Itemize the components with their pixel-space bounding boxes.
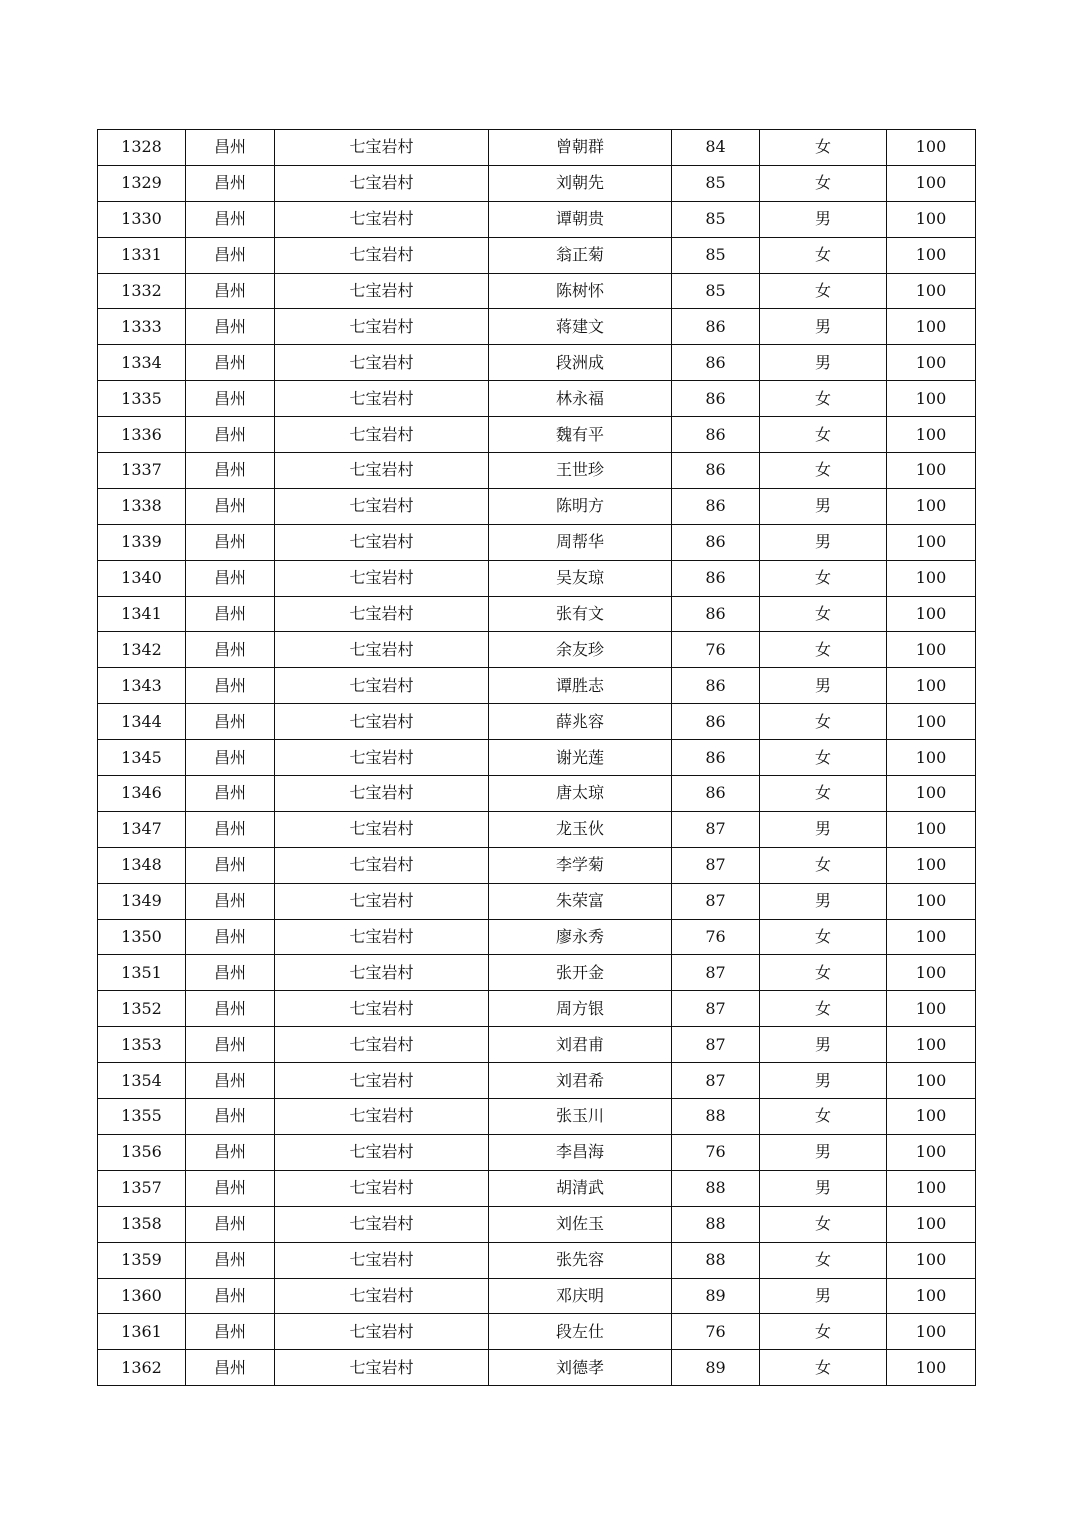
table-row xyxy=(98,632,976,668)
region-cell: 昌州 xyxy=(186,524,275,560)
name-cell: 张玉川 xyxy=(489,1099,672,1135)
region-cell: 昌州 xyxy=(186,596,275,632)
name-cell: 谢光莲 xyxy=(489,740,672,776)
row-number-cell: 1350 xyxy=(98,919,186,955)
gender-cell: 女 xyxy=(760,776,887,812)
region-cell: 昌州 xyxy=(186,1206,275,1242)
gender-cell: 女 xyxy=(760,1206,887,1242)
table-row xyxy=(98,1350,976,1386)
row-number-cell: 1351 xyxy=(98,955,186,991)
age-cell: 86 xyxy=(672,453,760,489)
gender-cell: 女 xyxy=(760,165,887,201)
amount-cell: 100 xyxy=(887,1206,976,1242)
village-cell: 七宝岩村 xyxy=(275,596,489,632)
region-cell: 昌州 xyxy=(186,417,275,453)
table-row xyxy=(98,524,976,560)
amount-cell: 100 xyxy=(887,776,976,812)
village-cell: 七宝岩村 xyxy=(275,847,489,883)
table-row xyxy=(98,991,976,1027)
name-cell: 刘君甫 xyxy=(489,1027,672,1063)
row-number-cell: 1337 xyxy=(98,453,186,489)
amount-cell: 100 xyxy=(887,632,976,668)
age-cell: 88 xyxy=(672,1242,760,1278)
age-cell: 88 xyxy=(672,1206,760,1242)
village-cell: 七宝岩村 xyxy=(275,345,489,381)
amount-cell: 100 xyxy=(887,345,976,381)
village-cell: 七宝岩村 xyxy=(275,1242,489,1278)
village-cell: 七宝岩村 xyxy=(275,1027,489,1063)
region-cell: 昌州 xyxy=(186,1063,275,1099)
region-cell: 昌州 xyxy=(186,1242,275,1278)
table-row xyxy=(98,596,976,632)
gender-cell: 女 xyxy=(760,1099,887,1135)
name-cell: 魏有平 xyxy=(489,417,672,453)
gender-cell: 女 xyxy=(760,417,887,453)
village-cell: 七宝岩村 xyxy=(275,1278,489,1314)
amount-cell: 100 xyxy=(887,165,976,201)
gender-cell: 女 xyxy=(760,453,887,489)
village-cell: 七宝岩村 xyxy=(275,201,489,237)
age-cell: 87 xyxy=(672,847,760,883)
table-row xyxy=(98,345,976,381)
amount-cell: 100 xyxy=(887,309,976,345)
row-number-cell: 1339 xyxy=(98,524,186,560)
row-number-cell: 1354 xyxy=(98,1063,186,1099)
amount-cell: 100 xyxy=(887,488,976,524)
gender-cell: 女 xyxy=(760,632,887,668)
age-cell: 86 xyxy=(672,345,760,381)
name-cell: 周方银 xyxy=(489,991,672,1027)
age-cell: 87 xyxy=(672,811,760,847)
age-cell: 86 xyxy=(672,740,760,776)
region-cell: 昌州 xyxy=(186,381,275,417)
name-cell: 朱荣富 xyxy=(489,883,672,919)
age-cell: 85 xyxy=(672,273,760,309)
region-cell: 昌州 xyxy=(186,740,275,776)
name-cell: 张先容 xyxy=(489,1242,672,1278)
table-row xyxy=(98,165,976,201)
name-cell: 胡清武 xyxy=(489,1170,672,1206)
table-row xyxy=(98,309,976,345)
region-cell: 昌州 xyxy=(186,668,275,704)
village-cell: 七宝岩村 xyxy=(275,381,489,417)
amount-cell: 100 xyxy=(887,560,976,596)
row-number-cell: 1352 xyxy=(98,991,186,1027)
row-number-cell: 1336 xyxy=(98,417,186,453)
name-cell: 陈树怀 xyxy=(489,273,672,309)
table-row xyxy=(98,668,976,704)
table-row xyxy=(98,130,976,166)
region-cell: 昌州 xyxy=(186,130,275,166)
amount-cell: 100 xyxy=(887,1242,976,1278)
age-cell: 87 xyxy=(672,1027,760,1063)
age-cell: 86 xyxy=(672,668,760,704)
row-number-cell: 1331 xyxy=(98,237,186,273)
region-cell: 昌州 xyxy=(186,345,275,381)
name-cell: 刘德孝 xyxy=(489,1350,672,1386)
age-cell: 86 xyxy=(672,488,760,524)
village-cell: 七宝岩村 xyxy=(275,130,489,166)
row-number-cell: 1332 xyxy=(98,273,186,309)
gender-cell: 男 xyxy=(760,1170,887,1206)
amount-cell: 100 xyxy=(887,381,976,417)
amount-cell: 100 xyxy=(887,453,976,489)
row-number-cell: 1328 xyxy=(98,130,186,166)
table-row xyxy=(98,1314,976,1350)
age-cell: 86 xyxy=(672,560,760,596)
region-cell: 昌州 xyxy=(186,955,275,991)
gender-cell: 女 xyxy=(760,130,887,166)
amount-cell: 100 xyxy=(887,1350,976,1386)
gender-cell: 女 xyxy=(760,955,887,991)
gender-cell: 男 xyxy=(760,811,887,847)
name-cell: 龙玉伙 xyxy=(489,811,672,847)
region-cell: 昌州 xyxy=(186,201,275,237)
row-number-cell: 1335 xyxy=(98,381,186,417)
amount-cell: 100 xyxy=(887,811,976,847)
gender-cell: 女 xyxy=(760,273,887,309)
amount-cell: 100 xyxy=(887,1314,976,1350)
age-cell: 88 xyxy=(672,1170,760,1206)
row-number-cell: 1342 xyxy=(98,632,186,668)
row-number-cell: 1347 xyxy=(98,811,186,847)
region-cell: 昌州 xyxy=(186,1099,275,1135)
row-number-cell: 1358 xyxy=(98,1206,186,1242)
region-cell: 昌州 xyxy=(186,847,275,883)
table-row xyxy=(98,417,976,453)
table-row xyxy=(98,740,976,776)
name-cell: 周帮华 xyxy=(489,524,672,560)
row-number-cell: 1341 xyxy=(98,596,186,632)
row-number-cell: 1361 xyxy=(98,1314,186,1350)
name-cell: 张有文 xyxy=(489,596,672,632)
name-cell: 谭朝贵 xyxy=(489,201,672,237)
row-number-cell: 1349 xyxy=(98,883,186,919)
village-cell: 七宝岩村 xyxy=(275,453,489,489)
village-cell: 七宝岩村 xyxy=(275,165,489,201)
amount-cell: 100 xyxy=(887,847,976,883)
gender-cell: 女 xyxy=(760,1350,887,1386)
age-cell: 76 xyxy=(672,919,760,955)
name-cell: 邓庆明 xyxy=(489,1278,672,1314)
table-row xyxy=(98,1099,976,1135)
table-row xyxy=(98,488,976,524)
gender-cell: 男 xyxy=(760,488,887,524)
village-cell: 七宝岩村 xyxy=(275,1314,489,1350)
gender-cell: 女 xyxy=(760,991,887,1027)
age-cell: 87 xyxy=(672,991,760,1027)
village-cell: 七宝岩村 xyxy=(275,776,489,812)
gender-cell: 男 xyxy=(760,1278,887,1314)
gender-cell: 女 xyxy=(760,596,887,632)
table-row xyxy=(98,776,976,812)
name-cell: 翁正菊 xyxy=(489,237,672,273)
age-cell: 88 xyxy=(672,1099,760,1135)
name-cell: 吴友琼 xyxy=(489,560,672,596)
amount-cell: 100 xyxy=(887,273,976,309)
name-cell: 蒋建文 xyxy=(489,309,672,345)
village-cell: 七宝岩村 xyxy=(275,1206,489,1242)
row-number-cell: 1362 xyxy=(98,1350,186,1386)
village-cell: 七宝岩村 xyxy=(275,1099,489,1135)
amount-cell: 100 xyxy=(887,524,976,560)
region-cell: 昌州 xyxy=(186,1170,275,1206)
region-cell: 昌州 xyxy=(186,560,275,596)
row-number-cell: 1344 xyxy=(98,704,186,740)
age-cell: 86 xyxy=(672,309,760,345)
row-number-cell: 1346 xyxy=(98,776,186,812)
village-cell: 七宝岩村 xyxy=(275,704,489,740)
table-row xyxy=(98,704,976,740)
gender-cell: 女 xyxy=(760,237,887,273)
name-cell: 曾朝群 xyxy=(489,130,672,166)
table-row xyxy=(98,1063,976,1099)
name-cell: 李学菊 xyxy=(489,847,672,883)
amount-cell: 100 xyxy=(887,201,976,237)
table-row xyxy=(98,1278,976,1314)
table-row xyxy=(98,1242,976,1278)
village-cell: 七宝岩村 xyxy=(275,488,489,524)
table-row xyxy=(98,381,976,417)
village-cell: 七宝岩村 xyxy=(275,273,489,309)
age-cell: 85 xyxy=(672,165,760,201)
amount-cell: 100 xyxy=(887,1134,976,1170)
region-cell: 昌州 xyxy=(186,1350,275,1386)
name-cell: 李昌海 xyxy=(489,1134,672,1170)
gender-cell: 男 xyxy=(760,1063,887,1099)
region-cell: 昌州 xyxy=(186,1134,275,1170)
village-cell: 七宝岩村 xyxy=(275,1170,489,1206)
amount-cell: 100 xyxy=(887,596,976,632)
village-cell: 七宝岩村 xyxy=(275,919,489,955)
gender-cell: 男 xyxy=(760,345,887,381)
age-cell: 86 xyxy=(672,704,760,740)
name-cell: 段左仕 xyxy=(489,1314,672,1350)
age-cell: 76 xyxy=(672,1134,760,1170)
name-cell: 王世珍 xyxy=(489,453,672,489)
gender-cell: 男 xyxy=(760,309,887,345)
village-cell: 七宝岩村 xyxy=(275,955,489,991)
amount-cell: 100 xyxy=(887,740,976,776)
region-cell: 昌州 xyxy=(186,237,275,273)
gender-cell: 女 xyxy=(760,381,887,417)
region-cell: 昌州 xyxy=(186,273,275,309)
age-cell: 85 xyxy=(672,237,760,273)
amount-cell: 100 xyxy=(887,1027,976,1063)
name-cell: 谭胜志 xyxy=(489,668,672,704)
gender-cell: 女 xyxy=(760,1242,887,1278)
region-cell: 昌州 xyxy=(186,883,275,919)
amount-cell: 100 xyxy=(887,1170,976,1206)
age-cell: 87 xyxy=(672,883,760,919)
gender-cell: 男 xyxy=(760,1027,887,1063)
row-number-cell: 1348 xyxy=(98,847,186,883)
region-cell: 昌州 xyxy=(186,488,275,524)
age-cell: 84 xyxy=(672,130,760,166)
age-cell: 89 xyxy=(672,1350,760,1386)
name-cell: 林永福 xyxy=(489,381,672,417)
region-cell: 昌州 xyxy=(186,919,275,955)
amount-cell: 100 xyxy=(887,130,976,166)
amount-cell: 100 xyxy=(887,1278,976,1314)
region-cell: 昌州 xyxy=(186,1314,275,1350)
table-row xyxy=(98,237,976,273)
gender-cell: 男 xyxy=(760,1134,887,1170)
table-row xyxy=(98,273,976,309)
table-row xyxy=(98,919,976,955)
amount-cell: 100 xyxy=(887,1099,976,1135)
amount-cell: 100 xyxy=(887,1063,976,1099)
region-cell: 昌州 xyxy=(186,704,275,740)
amount-cell: 100 xyxy=(887,991,976,1027)
amount-cell: 100 xyxy=(887,417,976,453)
village-cell: 七宝岩村 xyxy=(275,991,489,1027)
amount-cell: 100 xyxy=(887,668,976,704)
region-cell: 昌州 xyxy=(186,1278,275,1314)
table-row xyxy=(98,453,976,489)
village-cell: 七宝岩村 xyxy=(275,668,489,704)
village-cell: 七宝岩村 xyxy=(275,309,489,345)
age-cell: 89 xyxy=(672,1278,760,1314)
row-number-cell: 1353 xyxy=(98,1027,186,1063)
row-number-cell: 1359 xyxy=(98,1242,186,1278)
village-cell: 七宝岩村 xyxy=(275,237,489,273)
age-cell: 86 xyxy=(672,417,760,453)
row-number-cell: 1345 xyxy=(98,740,186,776)
name-cell: 余友珍 xyxy=(489,632,672,668)
age-cell: 86 xyxy=(672,524,760,560)
age-cell: 87 xyxy=(672,1063,760,1099)
name-cell: 廖永秀 xyxy=(489,919,672,955)
region-cell: 昌州 xyxy=(186,453,275,489)
gender-cell: 男 xyxy=(760,883,887,919)
amount-cell: 100 xyxy=(887,955,976,991)
amount-cell: 100 xyxy=(887,919,976,955)
village-cell: 七宝岩村 xyxy=(275,560,489,596)
age-cell: 87 xyxy=(672,955,760,991)
gender-cell: 女 xyxy=(760,560,887,596)
gender-cell: 女 xyxy=(760,1314,887,1350)
village-cell: 七宝岩村 xyxy=(275,1350,489,1386)
age-cell: 86 xyxy=(672,381,760,417)
village-cell: 七宝岩村 xyxy=(275,740,489,776)
village-cell: 七宝岩村 xyxy=(275,883,489,919)
table-row xyxy=(98,883,976,919)
row-number-cell: 1356 xyxy=(98,1134,186,1170)
village-cell: 七宝岩村 xyxy=(275,417,489,453)
region-cell: 昌州 xyxy=(186,632,275,668)
table-row xyxy=(98,1027,976,1063)
gender-cell: 女 xyxy=(760,919,887,955)
name-cell: 段洲成 xyxy=(489,345,672,381)
gender-cell: 男 xyxy=(760,524,887,560)
table-row xyxy=(98,811,976,847)
region-cell: 昌州 xyxy=(186,991,275,1027)
table-row xyxy=(98,1170,976,1206)
age-cell: 86 xyxy=(672,776,760,812)
amount-cell: 100 xyxy=(887,237,976,273)
gender-cell: 女 xyxy=(760,847,887,883)
table-row xyxy=(98,847,976,883)
name-cell: 刘朝先 xyxy=(489,165,672,201)
gender-cell: 女 xyxy=(760,740,887,776)
row-number-cell: 1355 xyxy=(98,1099,186,1135)
village-cell: 七宝岩村 xyxy=(275,811,489,847)
records-table-body xyxy=(98,130,976,1386)
row-number-cell: 1340 xyxy=(98,560,186,596)
region-cell: 昌州 xyxy=(186,1027,275,1063)
row-number-cell: 1330 xyxy=(98,201,186,237)
region-cell: 昌州 xyxy=(186,811,275,847)
village-cell: 七宝岩村 xyxy=(275,1134,489,1170)
village-cell: 七宝岩村 xyxy=(275,1063,489,1099)
row-number-cell: 1329 xyxy=(98,165,186,201)
name-cell: 张开金 xyxy=(489,955,672,991)
row-number-cell: 1357 xyxy=(98,1170,186,1206)
name-cell: 刘佐玉 xyxy=(489,1206,672,1242)
row-number-cell: 1334 xyxy=(98,345,186,381)
region-cell: 昌州 xyxy=(186,309,275,345)
gender-cell: 女 xyxy=(760,704,887,740)
table-row xyxy=(98,560,976,596)
row-number-cell: 1343 xyxy=(98,668,186,704)
records-table xyxy=(97,129,976,1386)
village-cell: 七宝岩村 xyxy=(275,524,489,560)
row-number-cell: 1338 xyxy=(98,488,186,524)
age-cell: 76 xyxy=(672,632,760,668)
table-row xyxy=(98,1134,976,1170)
age-cell: 86 xyxy=(672,596,760,632)
name-cell: 陈明方 xyxy=(489,488,672,524)
name-cell: 薛兆容 xyxy=(489,704,672,740)
name-cell: 刘君希 xyxy=(489,1063,672,1099)
age-cell: 76 xyxy=(672,1314,760,1350)
region-cell: 昌州 xyxy=(186,776,275,812)
gender-cell: 男 xyxy=(760,668,887,704)
table-row xyxy=(98,201,976,237)
village-cell: 七宝岩村 xyxy=(275,632,489,668)
table-row xyxy=(98,1206,976,1242)
table-row xyxy=(98,955,976,991)
name-cell: 唐太琼 xyxy=(489,776,672,812)
gender-cell: 男 xyxy=(760,201,887,237)
amount-cell: 100 xyxy=(887,704,976,740)
row-number-cell: 1360 xyxy=(98,1278,186,1314)
age-cell: 85 xyxy=(672,201,760,237)
amount-cell: 100 xyxy=(887,883,976,919)
row-number-cell: 1333 xyxy=(98,309,186,345)
region-cell: 昌州 xyxy=(186,165,275,201)
